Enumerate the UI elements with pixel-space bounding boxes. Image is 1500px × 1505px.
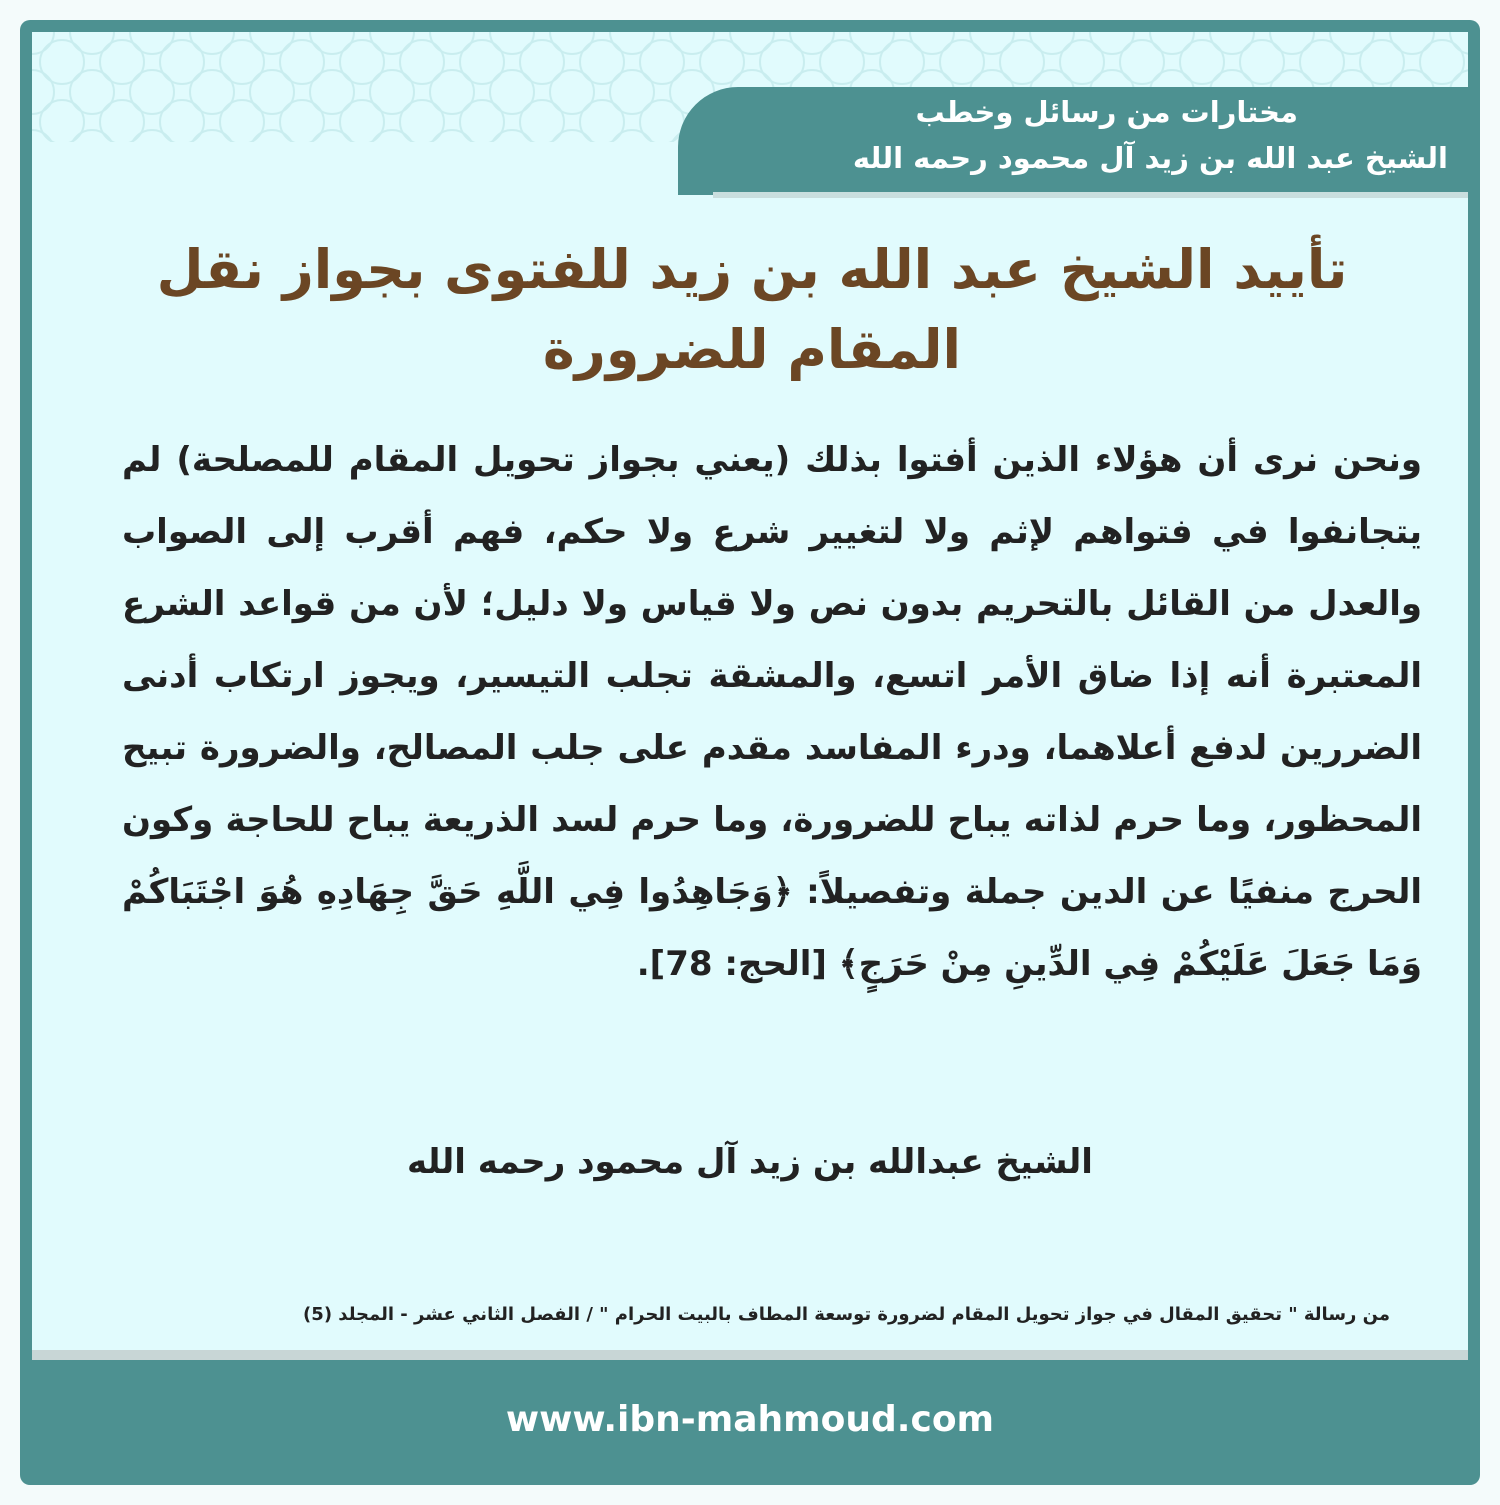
frame bbox=[20, 20, 1480, 1485]
footer-website-link[interactable]: www.ibn-mahmoud.com bbox=[505, 1399, 995, 1440]
bottom-divider bbox=[32, 1350, 1468, 1360]
author-signature: الشيخ عبدالله بن زيد آل محمود رحمه الله bbox=[407, 1142, 1093, 1182]
quote-body: ونحن نرى أن هؤلاء الذين أفتوا بذلك (يعني بجواز تحويل المقام للمصلحة) لم يتجانفوا في فتواهم لإثم ولا لتغيير شرع ولا حكم، فهم أقرب إلى الصواب والعدل من القائل بالتحريم بدون نص ولا قياس ولا دليل؛ لأن من قواعد الشرع المعتبرة أنه إذا ضاق الأمر اتسع، والمشقة تجلب التيسير، ويجوز ارتكاب أدنى الضررين لدفع أعلاهما، ودرء المفاسد مقدم على جلب المصالح، والضرورة تبيح المحظور، وما حرم لذاته يباح للضرورة، وما حرم لسد الذريعة يباح للحاجة وكون الحرج منفيًا عن الدين جملة وتفصيلاً: ﴿وَجَاهِدُوا فِي اللَّهِ حَقَّ جِهَادِهِ هُوَ اجْتَبَاكُمْ وَمَا جَعَلَ عَلَيْكُمْ فِي الدِّينِ مِنْ حَرَجٍ﴾ [الحج: 78]. bbox=[122, 440, 1422, 984]
content-panel bbox=[32, 32, 1468, 1360]
header-underline bbox=[713, 192, 1468, 198]
source-citation: من رسالة " تحقيق المقال في جواز تحويل المقام لضرورة توسعة المطاف بالبيت الحرام " / الفصل الثاني عشر - المجلد (5) bbox=[303, 1304, 1390, 1325]
page-title: تأييد الشيخ عبد الله بن زيد للفتوى بجواز نقل المقام للضرورة bbox=[156, 238, 1348, 381]
header-banner bbox=[678, 87, 1468, 195]
header-series-title: مختارات من رسائل وخطب bbox=[915, 95, 1298, 129]
header-author-name: الشيخ عبد الله بن زيد آل محمود رحمه الله bbox=[852, 141, 1448, 175]
